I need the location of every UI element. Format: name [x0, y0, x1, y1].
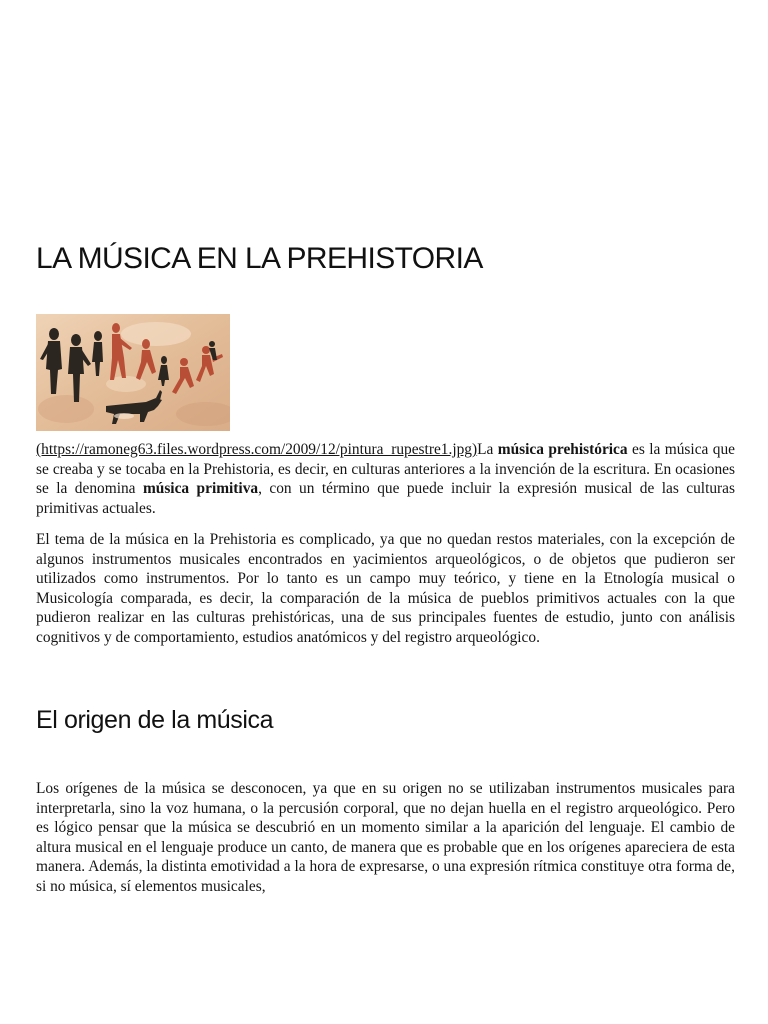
term-musica-prehistorica: música prehistórica — [497, 441, 628, 458]
intro-text-2: es la música que se creaba y se tocaba en la Prehistoria, es decir, en culturas anteriores a la invención de la escritura. En ocasiones se la denomina — [36, 441, 735, 498]
page-title: LA MÚSICA EN LA PREHISTORIA — [36, 242, 483, 275]
image-source-link[interactable]: (https://ramoneg63.files.wordpress.com/2009/12/pintura_rupestre1.jpg) — [36, 441, 478, 458]
intro-text-3: , con un término que puede incluir la expresión musical de las culturas primitivas actuales. — [36, 480, 735, 517]
intro-text-1: La — [477, 441, 498, 458]
cave-painting-image — [36, 314, 230, 431]
paragraph-origin: Los orígenes de la música se desconocen, ya que en su origen no se utilizaban instrumentos musicales para interpretarla, sino la voz humana, o la percusión corporal, que no dejan huella en el registro arqueológico. Pero es lógico pensar que la música se descubrió en un momento similar a la aparición del lenguaje. El cambio de altura musical en el lenguaje produce un canto, de manera que es probable que en los orígenes apareciera de esta manera. Además, la distinta emotividad a la hora de expresarse, o una expresión rítmica constituye otra forma de, si no música, sí elementos musicales, — [36, 780, 735, 895]
term-musica-primitiva: música primitiva — [142, 480, 259, 498]
paragraph-topic: El tema de la música en la Prehistoria es complicado, ya que no quedan restos materiales, con la excepción de algunos instrumentos musicales encontrados en yacimientos arqueológicos, o de objetos que pudieron ser utilizados como instrumentos. Por lo tanto es un campo muy teórico, y tiene en la Etnología musical o Musicología comparada, es decir, la comparación de la música de pueblos primitivos actuales con la que pudieron realizar en las culturas prehistóricas, una de sus principales fuentes de estudio, junto con análisis cognitivos y de comportamiento, estudios anatómicos y del registro arqueológico. — [36, 531, 735, 646]
section-heading-origin: El origen de la música — [36, 706, 274, 734]
intro-paragraph — [36, 440, 735, 518]
